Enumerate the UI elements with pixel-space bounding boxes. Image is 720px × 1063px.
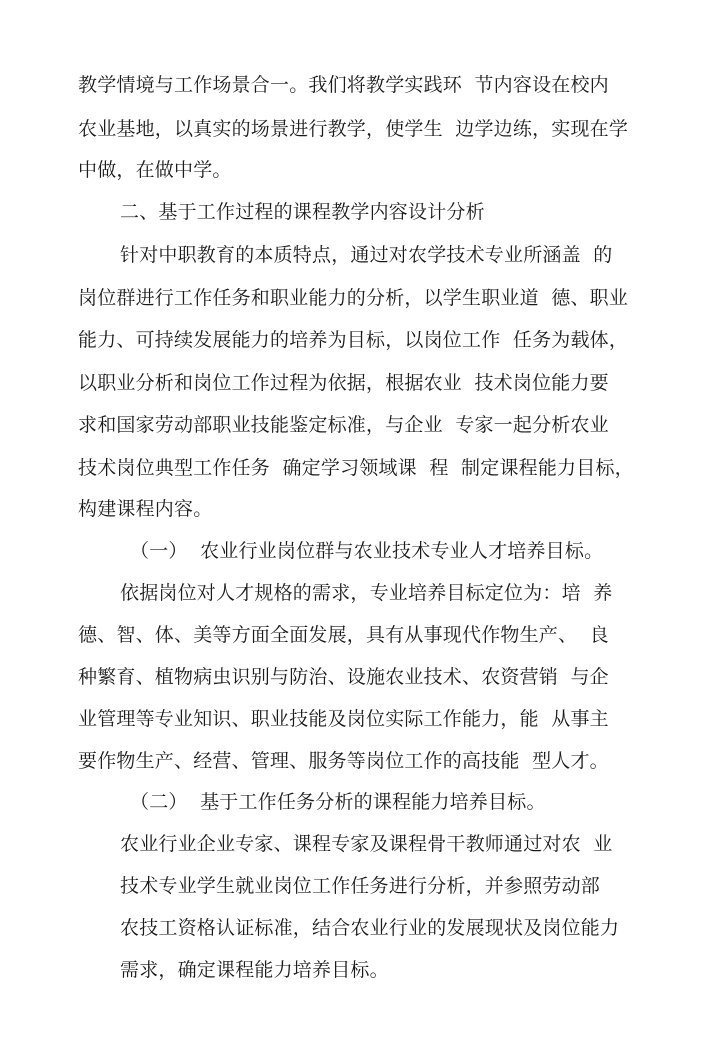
text-line-6: 岗位群进行工作任务和职业能力的分析，以学生职业道 德、职业	[78, 287, 629, 309]
text-line-3: 中做，在做中学。	[78, 159, 232, 181]
text-line-17: 要作物生产、经营、管理、服务等岗位工作的高技能 型人才。	[78, 750, 609, 772]
subsection-heading-2: （二） 基于工作任务分析的课程能力培养目标。	[130, 791, 546, 813]
text-line-15: 种繁育、植物病虫识别与防治、设施农业技术、农资营销 与企	[78, 666, 609, 688]
text-line-8: 以职业分析和岗位工作过程为依据，根据农业 技术岗位能力要	[78, 372, 609, 394]
text-line-11: 构建课程内容。	[78, 498, 213, 520]
text-line-1: 教学情境与工作场景合一。我们将教学实践环 节内容设在校内	[78, 74, 609, 96]
text-line-13: 依据岗位对人才规格的需求，专业培养目标定位为：培 养	[120, 582, 613, 604]
text-line-19: 农业行业企业专家、课程专家及课程骨干教师通过对农 业	[120, 833, 613, 855]
text-line-9: 求和国家劳动部职业技能鉴定标准，与企业 专家一起分析农业	[78, 414, 609, 436]
text-line-2: 农业基地，以真实的场景进行教学，使学生 边学边练，实现在学	[78, 118, 629, 140]
text-line-20: 技术专业学生就业岗位工作任务进行分析，并参照劳动部	[120, 875, 601, 897]
text-line-22: 需求，确定课程能力培养目标。	[120, 959, 389, 981]
text-line-21: 农技工资格认证标准，结合农业行业的发展现状及岗位能力	[120, 917, 620, 939]
subsection-heading-1: （一） 农业行业岗位群与农业技术专业人才培养目标。	[130, 540, 604, 562]
text-line-16: 业管理等专业知识、职业技能及岗位实际工作能力，能 从事主	[78, 708, 609, 730]
section-heading-2: 二、基于工作过程的课程教学内容设计分析	[120, 201, 485, 223]
text-line-5: 针对中职教育的本质特点，通过对农学技术专业所涵盖 的	[120, 244, 613, 266]
text-line-14: 德、智、体、美等方面全面发展，具有从事现代作物生产、 良	[78, 624, 609, 646]
text-line-7: 能力、可持续发展能力的培养为目标，以岗位工作 任务为载体，	[78, 329, 629, 351]
text-line-10: 技术岗位典型工作任务 确定学习领域课 程 制定课程能力目标，	[78, 457, 634, 479]
